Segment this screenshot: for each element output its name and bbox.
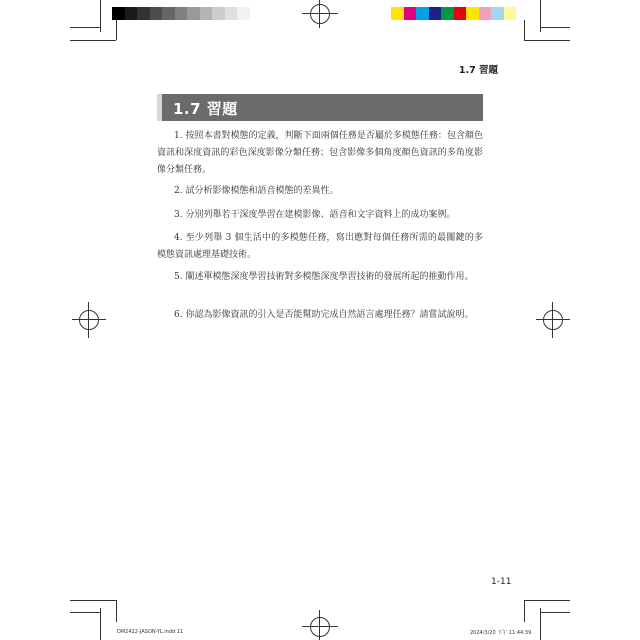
exercise-number: 3. (174, 210, 183, 220)
color-swatch (125, 7, 138, 20)
registration-mark-line (552, 302, 553, 338)
registration-mark-line (536, 319, 570, 320)
page-number: 1-11 (491, 577, 512, 587)
crop-mark (70, 27, 100, 28)
section-banner (157, 94, 483, 121)
crop-mark (524, 40, 570, 41)
exercise-text: 按照本書對模態的定義，判斷下面兩個任務是否屬於多模態任務：包含顏色資訊和深度資訊的彩色深度影像分類任務；包含影像多個角度顏色資訊的多角度影像分類任務。 (157, 131, 483, 175)
exercise-item (157, 269, 483, 286)
crop-mark (116, 20, 117, 40)
color-swatch (175, 7, 188, 20)
crop-mark (524, 600, 525, 622)
crop-mark (524, 20, 525, 40)
exercise-text: 至少列舉 3 個生活中的多模態任務，寫出應對每個任務所需的最關鍵的多模態資訊處理基礎技術。 (157, 233, 483, 260)
exercise-text: 分別列舉若干深度學習在建模影像、語音和文字資料上的成功案例。 (185, 210, 456, 220)
registration-mark-line (319, 0, 320, 28)
color-swatch (187, 7, 200, 20)
registration-mark-line (302, 13, 338, 14)
color-swatch (491, 7, 504, 20)
exercise-text: 試分析影像模態和語音模態的差異性。 (185, 186, 339, 196)
color-swatch (504, 7, 517, 20)
footer-file-name: DM2422-JASON-YL.indd 11 (117, 629, 184, 635)
color-swatch (225, 7, 238, 20)
crop-mark (70, 600, 116, 601)
crop-mark (70, 40, 116, 41)
color-swatch (466, 7, 479, 20)
color-swatch (150, 7, 163, 20)
exercise-text: 闡述單模態深度學習技術對多模態深度學習技術的發展所起的推動作用。 (185, 272, 474, 282)
exercise-text: 你認為影像資訊的引入是否能幫助完成自然語言處理任務？請嘗試說明。 (185, 310, 474, 320)
exercise-item (157, 307, 483, 324)
registration-mark-line (319, 610, 320, 640)
color-swatch (200, 7, 213, 20)
exercise-item (157, 207, 483, 224)
registration-mark-line (72, 319, 106, 320)
registration-mark-line (88, 302, 89, 338)
exercise-number: 2. (174, 186, 183, 196)
registration-mark-line (302, 626, 338, 627)
color-swatch (137, 7, 150, 20)
color-swatch (479, 7, 492, 20)
crop-mark (100, 0, 101, 32)
footer-timestamp: 2024/3/20 下午 11:44:39 (470, 630, 532, 636)
color-swatch (416, 7, 429, 20)
process-color-bar (391, 7, 516, 20)
registration-mark-icon (543, 310, 563, 330)
banner-accent (157, 94, 162, 121)
exercise-item (157, 128, 483, 179)
registration-mark-icon (79, 310, 99, 330)
registration-mark-icon (310, 4, 330, 24)
color-swatch (441, 7, 454, 20)
exercise-number: 4. (174, 233, 183, 243)
exercise-item (157, 230, 483, 264)
crop-mark (116, 600, 117, 622)
running-head: 1.7 習題 (458, 65, 498, 76)
crop-mark (70, 612, 100, 613)
crop-mark (100, 608, 101, 640)
exercise-number: 1. (174, 131, 183, 141)
crop-mark (540, 27, 570, 28)
color-swatch (237, 7, 250, 20)
color-swatch (391, 7, 404, 20)
exercise-number: 6. (174, 310, 183, 320)
exercise-number: 5. (174, 272, 183, 282)
color-swatch (429, 7, 442, 20)
color-swatch (212, 7, 225, 20)
crop-mark (540, 612, 570, 613)
grayscale-color-bar (112, 7, 250, 20)
section-title: 1.7 習題 (173, 100, 238, 118)
exercise-item (157, 183, 483, 200)
crop-mark (524, 600, 570, 601)
color-swatch (454, 7, 467, 20)
color-swatch (162, 7, 175, 20)
color-swatch (404, 7, 417, 20)
registration-mark-icon (310, 617, 330, 637)
color-swatch (112, 7, 125, 20)
